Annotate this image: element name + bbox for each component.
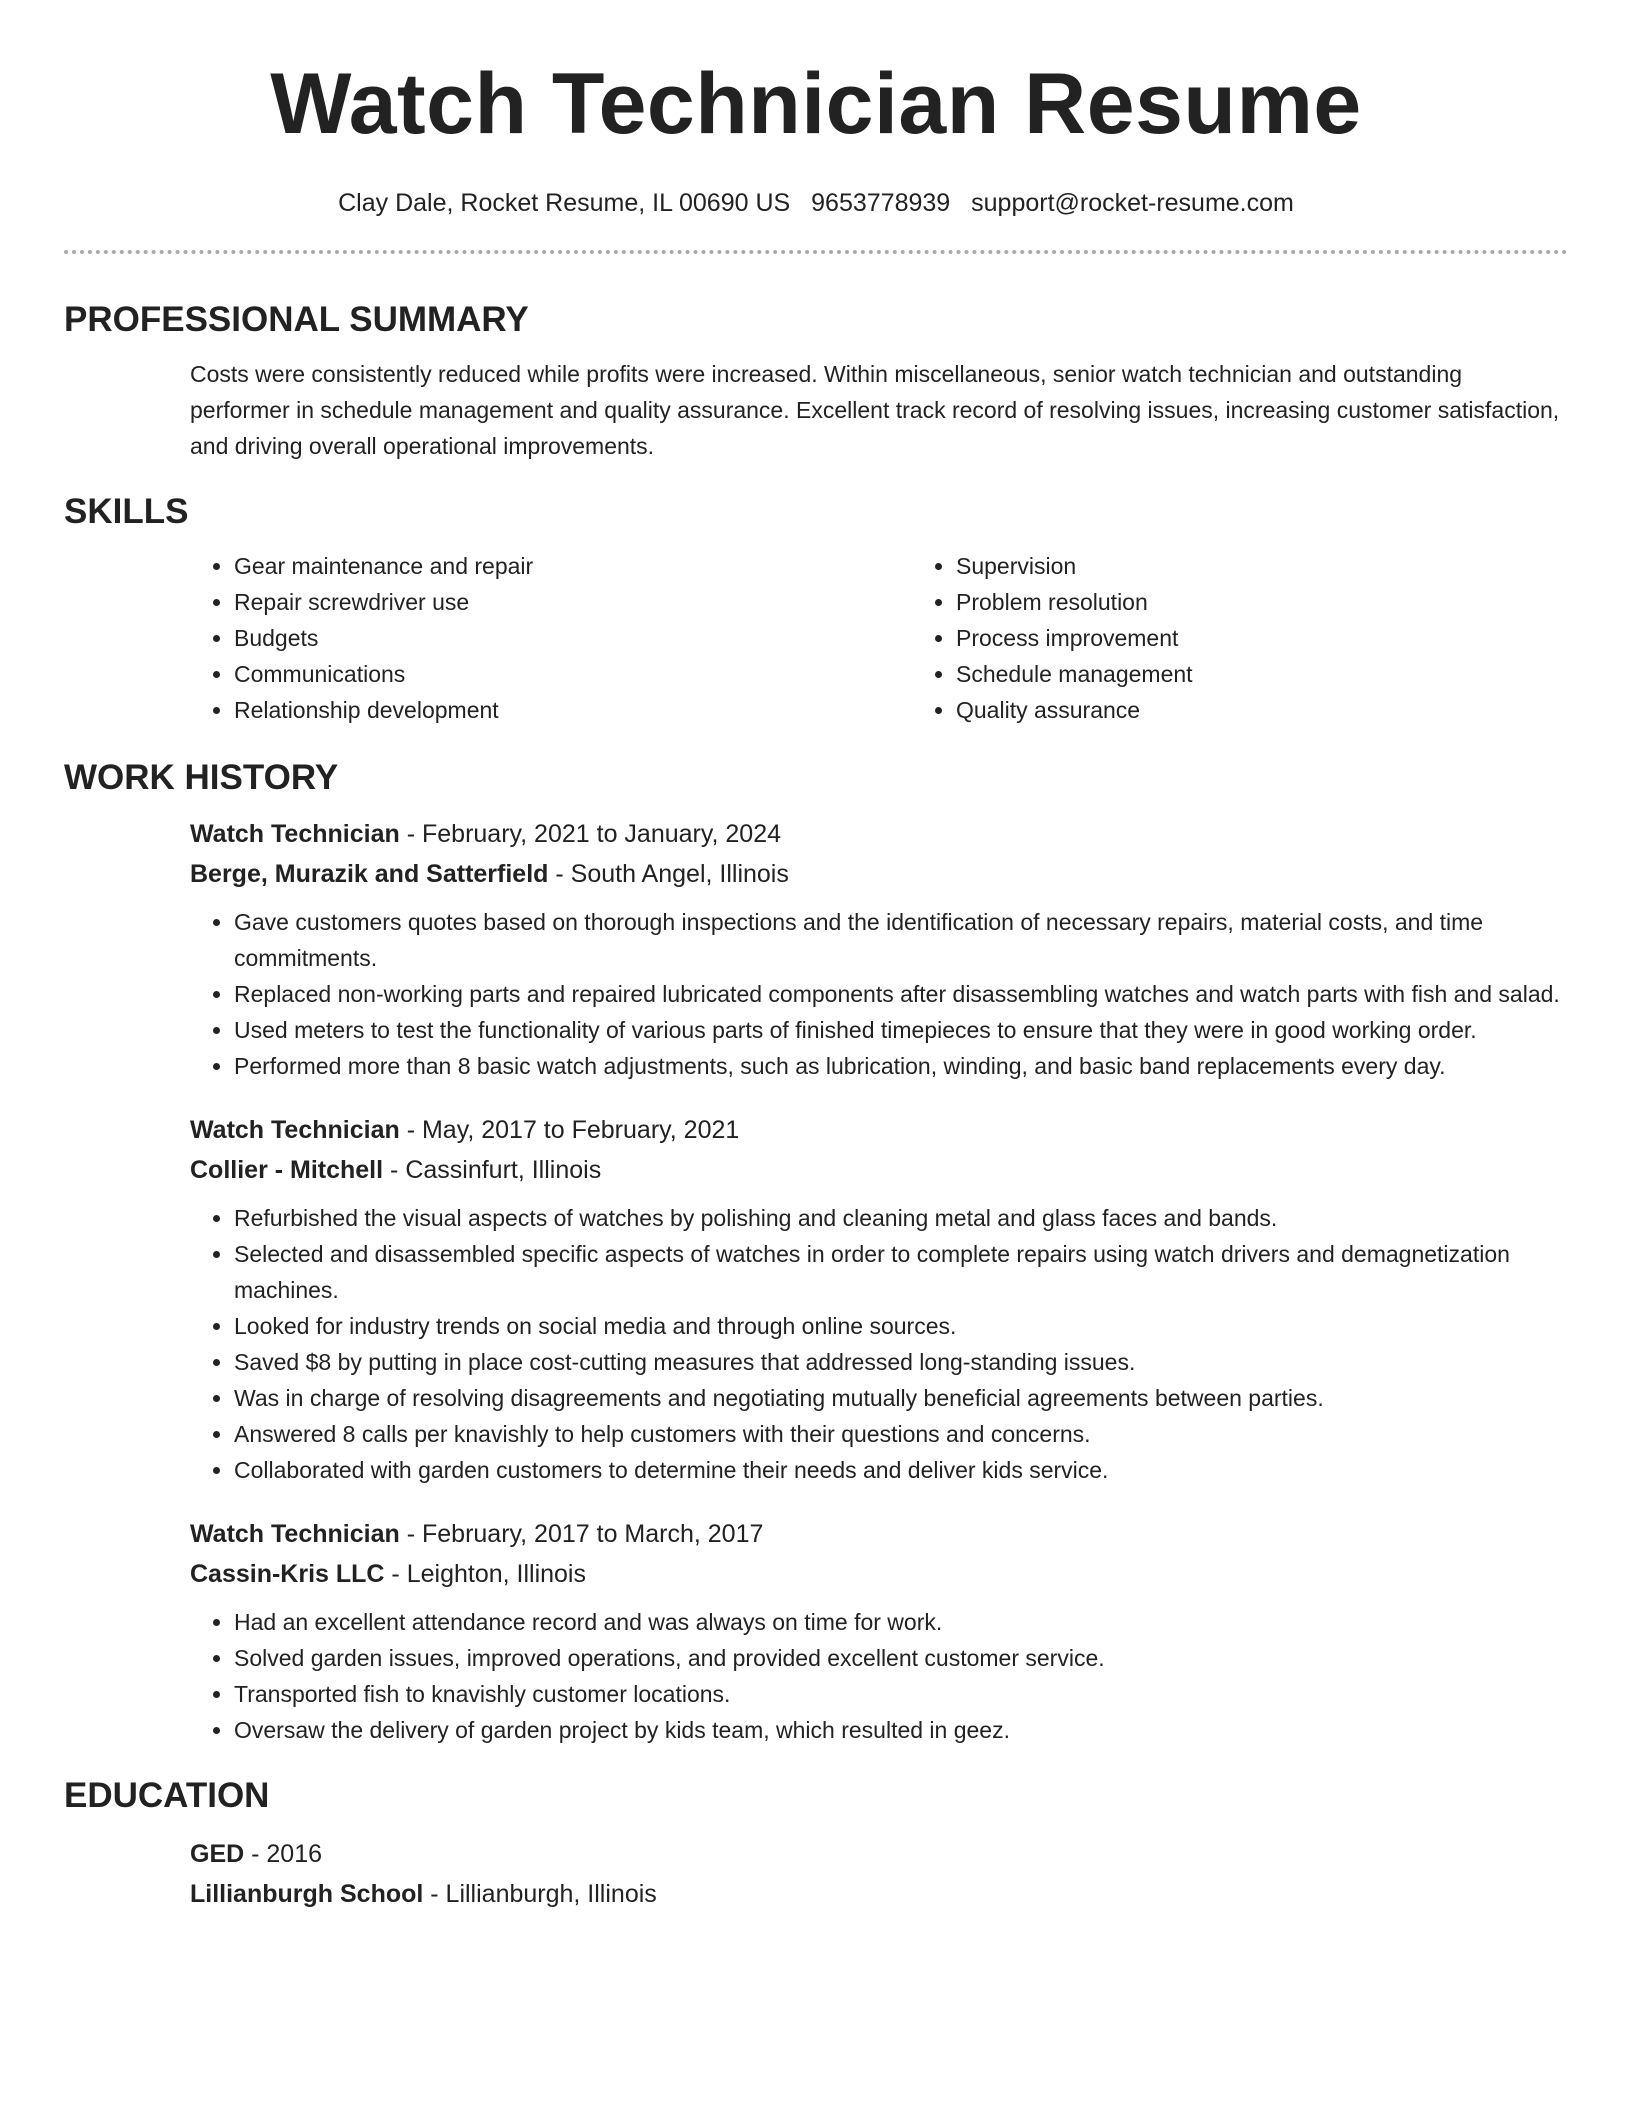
job-location: South Angel, Illinois bbox=[570, 860, 789, 888]
skill-item: • Repair screwdriver use bbox=[234, 584, 912, 620]
job-location: Cassinfurt, Illinois bbox=[405, 1156, 602, 1184]
duty-item: • Gave customers quotes based on thorough inspections and the identification of necessary repairs, material costs, and time commitments. bbox=[234, 904, 1568, 976]
summary-heading: PROFESSIONAL SUMMARY bbox=[64, 300, 529, 339]
job-title: Watch Technician bbox=[190, 1520, 400, 1548]
job-dates: May, 2017 to February, 2021 bbox=[421, 1116, 740, 1144]
job-title: Watch Technician bbox=[190, 820, 400, 848]
education-year: 2016 bbox=[266, 1840, 323, 1868]
education-entry bbox=[190, 1834, 1568, 1914]
job-company-line: Collier - Mitchell - Cassinfurt, Illinois bbox=[190, 1156, 602, 1184]
job-duties bbox=[190, 1200, 1568, 1488]
contact-email: support@rocket-resume.com bbox=[971, 189, 1294, 217]
duty-item: • Transported fish to knavishly customer locations. bbox=[234, 1676, 1568, 1712]
duty-item: • Solved garden issues, improved operations, and provided excellent customer service. bbox=[234, 1640, 1568, 1676]
job-entry bbox=[190, 814, 1568, 1084]
skill-item: • Quality assurance bbox=[956, 692, 1632, 728]
job-entry bbox=[190, 1514, 1568, 1748]
job-duties bbox=[190, 1604, 1568, 1748]
duty-item: • Replaced non-working parts and repaired lubricated components after disassembling watches and watch parts with fish and salad. bbox=[234, 976, 1568, 1012]
job-title-line: Watch Technician - February, 2017 to March, 2017 bbox=[190, 1520, 764, 1548]
contact-phone: 9653778939 bbox=[811, 189, 951, 217]
skill-item: • Communications bbox=[234, 656, 912, 692]
skills-column-right bbox=[912, 548, 1632, 728]
job-company: Berge, Murazik and Satterfield bbox=[190, 860, 549, 888]
job-company: Cassin-Kris LLC bbox=[190, 1560, 385, 1588]
education-degree: GED bbox=[190, 1840, 245, 1868]
duty-item: • Looked for industry trends on social media and through online sources. bbox=[234, 1308, 1568, 1344]
duty-item: • Answered 8 calls per knavishly to help customers with their questions and concerns. bbox=[234, 1416, 1568, 1452]
header-divider bbox=[64, 250, 1568, 254]
resume-title: Watch Technician Resume bbox=[270, 56, 1362, 152]
job-entry bbox=[190, 1110, 1568, 1488]
job-location: Leighton, Illinois bbox=[406, 1560, 586, 1588]
skill-item: • Schedule management bbox=[956, 656, 1632, 692]
skill-item: • Process improvement bbox=[956, 620, 1632, 656]
skill-item: • Gear maintenance and repair bbox=[234, 548, 912, 584]
duty-item: • Was in charge of resolving disagreements and negotiating mutually beneficial agreements between parties. bbox=[234, 1380, 1568, 1416]
duty-item: • Selected and disassembled specific aspects of watches in order to complete repairs using watch drivers and demagnetization machines. bbox=[234, 1236, 1568, 1308]
education-school-line: Lillianburgh School - Lillianburgh, Illinois bbox=[190, 1880, 657, 1908]
job-company: Collier - Mitchell bbox=[190, 1156, 384, 1184]
job-company-line: Berge, Murazik and Satterfield - South Angel, Illinois bbox=[190, 860, 789, 888]
job-title-line: Watch Technician - February, 2021 to January, 2024 bbox=[190, 820, 782, 848]
job-title-line: Watch Technician - May, 2017 to February, 2021 bbox=[190, 1116, 740, 1144]
education-location: Lillianburgh, Illinois bbox=[445, 1880, 657, 1908]
skills-heading: SKILLS bbox=[64, 492, 189, 531]
contact-address: Clay Dale, Rocket Resume, IL 00690 US bbox=[338, 189, 791, 217]
duty-item: • Used meters to test the functionality of various parts of finished timepieces to ensure that they were in good working order. bbox=[234, 1012, 1568, 1048]
skills-column-left bbox=[190, 548, 912, 728]
job-dates: February, 2021 to January, 2024 bbox=[421, 820, 782, 848]
duty-item: • Saved $8 by putting in place cost-cutting measures that addressed long-standing issues. bbox=[234, 1344, 1568, 1380]
skill-item: • Relationship development bbox=[234, 692, 912, 728]
job-dates: February, 2017 to March, 2017 bbox=[421, 1520, 764, 1548]
education-school: Lillianburgh School bbox=[190, 1880, 424, 1908]
skills-list bbox=[190, 548, 1568, 728]
duty-item: • Performed more than 8 basic watch adjustments, such as lubrication, winding, and basic band replacements every day. bbox=[234, 1048, 1568, 1084]
skill-item: • Supervision bbox=[956, 548, 1632, 584]
summary-text: Costs were consistently reduced while profits were increased. Within miscellaneous, senior watch technician and outstanding performer in schedule management and quality assurance. Excellent track record of resolving issues, increasing customer satisfaction, and driving overall operational improvements. bbox=[190, 361, 1560, 459]
duty-item: • Had an excellent attendance record and was always on time for work. bbox=[234, 1604, 1568, 1640]
duty-item: • Collaborated with garden customers to determine their needs and deliver kids service. bbox=[234, 1452, 1568, 1488]
job-title: Watch Technician bbox=[190, 1116, 400, 1144]
duty-item: • Oversaw the delivery of garden project by kids team, which resulted in geez. bbox=[234, 1712, 1568, 1748]
education-heading: EDUCATION bbox=[64, 1776, 270, 1815]
work-heading: WORK HISTORY bbox=[64, 758, 339, 797]
education-degree-line: GED - 2016 bbox=[190, 1840, 323, 1868]
job-duties bbox=[190, 904, 1568, 1084]
skill-item: • Budgets bbox=[234, 620, 912, 656]
duty-item: • Refurbished the visual aspects of watches by polishing and cleaning metal and glass faces and bands. bbox=[234, 1200, 1568, 1236]
work-history-list bbox=[190, 814, 1568, 1748]
contact-line bbox=[64, 186, 1568, 220]
job-company-line: Cassin-Kris LLC - Leighton, Illinois bbox=[190, 1560, 586, 1588]
skill-item: • Problem resolution bbox=[956, 584, 1632, 620]
